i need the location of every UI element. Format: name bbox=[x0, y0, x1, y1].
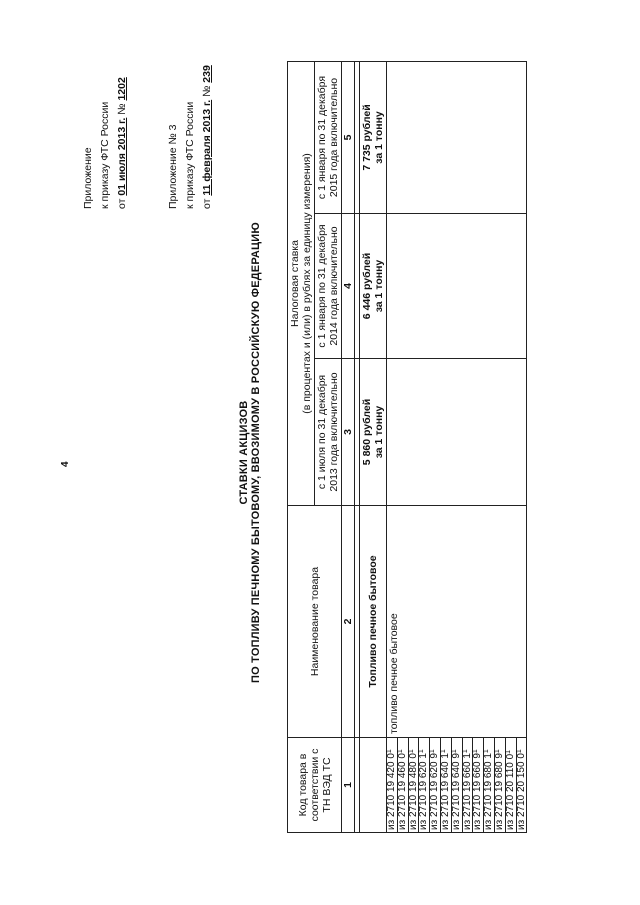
footnote-mark: 1 bbox=[418, 749, 426, 754]
appendix-main-date-prefix: от bbox=[116, 198, 128, 209]
appendix-3-date: 11 февраля 2013 г. bbox=[201, 99, 213, 196]
tn-ved-code-text: из 2710 19 420 0 bbox=[386, 753, 397, 830]
footnote-mark: 1 bbox=[493, 749, 501, 754]
column-number: 4 bbox=[342, 214, 355, 359]
rate-2015-empty bbox=[387, 61, 527, 213]
rate-2015-value: 7 735 рублей bbox=[361, 104, 373, 171]
header-rate bbox=[288, 61, 315, 505]
code-cell-empty bbox=[360, 738, 387, 833]
appendix-3-title: Приложение № 3 bbox=[167, 124, 179, 209]
footnote-mark: 1 bbox=[483, 749, 491, 754]
tn-ved-code-text: из 2710 19 640 9 bbox=[450, 753, 462, 830]
footnote-mark: 1 bbox=[429, 749, 437, 754]
tn-ved-code-text: из 2710 19 480 0 bbox=[407, 753, 419, 830]
header-period-2014: с 1 января по 31 декабря 2014 года включительно bbox=[315, 214, 342, 359]
product-subname: топливо печное бытовое bbox=[387, 506, 527, 738]
tn-ved-code-text: из 2710 19 680 9 bbox=[493, 753, 505, 830]
document-title-line2: ПО ТОПЛИВУ ПЕЧНОМУ БЫТОВОМУ, ВВОЗИМОМУ В РОССИЙСКУЮ ФЕДЕРАЦИЮ bbox=[250, 222, 262, 683]
rate-2015-unit: за 1 тонну bbox=[373, 111, 385, 164]
tn-ved-code-text: из 2710 19 680 1 bbox=[483, 753, 495, 830]
header-period-2013: с 1 июля по 31 декабря 2013 года включительно bbox=[315, 359, 342, 506]
appendix-main-title: Приложение bbox=[82, 147, 94, 209]
header-name: Наименование товара bbox=[288, 506, 342, 738]
rate-2013-cell bbox=[360, 359, 387, 506]
appendix-main-number-prefix: № bbox=[116, 103, 128, 115]
rate-2014-unit: за 1 тонну bbox=[373, 259, 385, 313]
rate-2013-empty bbox=[387, 359, 527, 506]
tn-ved-code-text: из 2710 20 150 0 bbox=[515, 753, 527, 830]
rate-2014-cell bbox=[360, 214, 387, 359]
header-rate-title: Налоговая ставка bbox=[289, 240, 301, 327]
document-title-line1: СТАВКИ АКЦИЗОВ bbox=[238, 400, 250, 505]
rate-2014-empty bbox=[387, 214, 527, 359]
header-period-2015: с 1 января по 31 декабря 2015 года включительно bbox=[315, 61, 342, 213]
tn-ved-code-text: из 2710 20 110 0 bbox=[504, 753, 516, 830]
appendix-3-order: к приказу ФТС России bbox=[184, 101, 196, 209]
header-code: Код товара в соответствии с ТН ВЭД ТС bbox=[288, 738, 342, 833]
column-number-row bbox=[342, 61, 355, 832]
column-number: 3 bbox=[342, 359, 355, 506]
appendix-3-number: 239 bbox=[201, 65, 213, 83]
tn-ved-code-text: из 2710 19 660 1 bbox=[461, 753, 473, 830]
column-number: 1 bbox=[342, 738, 355, 833]
rate-2014-value: 6 446 рублей bbox=[361, 252, 373, 320]
footnote-mark: 1 bbox=[396, 749, 404, 754]
appendix-main-block bbox=[80, 77, 131, 209]
column-number: 2 bbox=[342, 506, 355, 738]
table-row bbox=[387, 61, 527, 832]
rate-2013-unit: за 1 тонну bbox=[373, 405, 385, 459]
rate-2013-value: 5 860 рублей bbox=[361, 398, 373, 466]
appendix-3-block bbox=[165, 65, 216, 209]
tn-ved-code-list bbox=[387, 738, 527, 833]
footnote-mark: 1 bbox=[515, 749, 523, 754]
footnote-mark: 1 bbox=[472, 749, 480, 754]
tn-ved-code-text: из 2710 19 620 9 bbox=[429, 753, 441, 830]
tn-ved-code-text: из 2710 19 640 1 bbox=[439, 753, 451, 830]
tn-ved-code bbox=[517, 738, 527, 832]
table-row bbox=[360, 61, 387, 832]
tn-ved-code-text: из 2710 19 460 0 bbox=[396, 753, 408, 830]
footnote-mark: 1 bbox=[461, 749, 469, 754]
appendix-3-date-line bbox=[199, 65, 216, 209]
footnote-mark: 1 bbox=[386, 749, 393, 754]
appendix-3-date-prefix: от bbox=[201, 198, 213, 209]
product-name: Топливо печное бытовое bbox=[360, 506, 387, 738]
appendix-main-date: 01 июля 2013 г. bbox=[116, 117, 128, 196]
header-row bbox=[288, 61, 315, 832]
appendix-main-order: к приказу ФТС России bbox=[99, 101, 111, 209]
appendix-main-date-line bbox=[114, 77, 131, 209]
excise-rates-table bbox=[287, 61, 527, 833]
footnote-mark: 1 bbox=[450, 749, 458, 754]
tn-ved-code-text: из 2710 19 660 9 bbox=[472, 753, 484, 830]
page-number: 4 bbox=[60, 461, 71, 467]
footnote-mark: 1 bbox=[504, 749, 512, 754]
appendix-main-number: 1202 bbox=[116, 77, 128, 101]
column-number: 5 bbox=[342, 61, 355, 213]
rate-2015-cell bbox=[360, 61, 387, 213]
header-rate-unit: (в процентах и (или) в рублях за единицу измерения) bbox=[301, 153, 313, 414]
footnote-mark: 1 bbox=[439, 749, 447, 754]
tn-ved-code-text: из 2710 19 620 1 bbox=[418, 753, 430, 830]
document-title bbox=[238, 0, 262, 905]
appendix-3-number-prefix: № bbox=[201, 85, 213, 97]
footnote-mark: 1 bbox=[407, 749, 415, 754]
